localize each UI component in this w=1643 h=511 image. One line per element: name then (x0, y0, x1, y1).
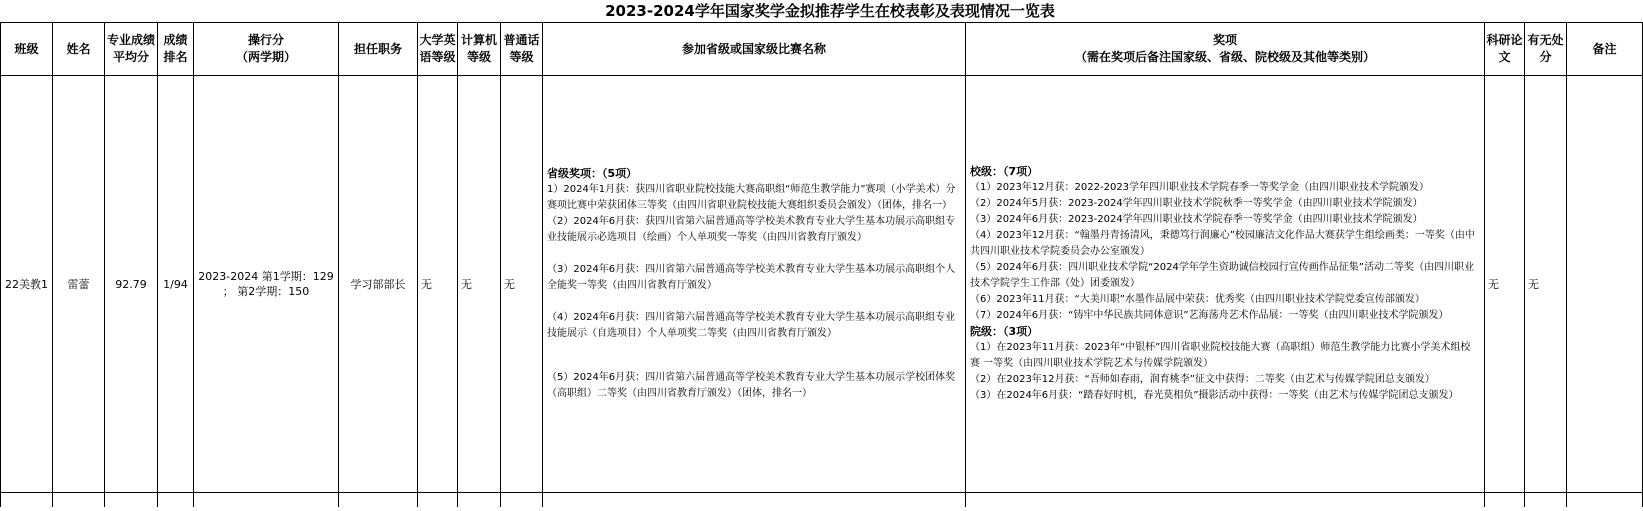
cell-punishment[interactable]: 无 (1525, 76, 1567, 493)
table-row (1, 76, 1643, 493)
award-item: （7）2024年6月获：“铸牢中华民族共同体意识”艺海荡舟艺术作品展：一等奖（由四川职业技术学院颁发） (970, 310, 1449, 321)
header-awards-line1: 奖项 (1212, 33, 1237, 47)
cell-name[interactable]: 雷蕾 (53, 76, 105, 493)
competition-item: 1）2024年1月获：获四川省职业院校技能大赛高职组“师范生教学能力”赛项（小学美术）分赛项比赛中荣获团体三等奖（由四川省职业院校技能大赛组织委员会颁发）（团体，排名一） (547, 184, 956, 211)
cell-papers[interactable]: 无 (1485, 76, 1525, 493)
cell-rank[interactable]: 1/94 (158, 76, 194, 493)
header-awards[interactable] (966, 23, 1485, 76)
empty-cell[interactable] (339, 493, 418, 507)
spacer (547, 246, 961, 262)
competition-item: （5）2024年6月获：四川省第六届普通高等学校美术教育专业大学生基本功展示学校团体奖（高职组）二等奖（由四川省教育厅颁发）（团体，排名一） (547, 372, 956, 399)
award-item: （3）2024年6月获：2023-2024学年四川职业技术学院春季一等奖学金（由四川职业技术学院颁发） (970, 214, 1423, 225)
award-item: （5）2024年6月获：四川职业技术学院“2024学年学生资助诚信校园行宣传画作品征集”活动二等奖（由四川职业技术学院学生工作部（处）团委颁发） (970, 262, 1474, 289)
award-item: （6）2023年11月获：“大美川职”水墨作品展中荣获：优秀奖（由四川职业技术学院党委宣传部颁发） (970, 294, 1425, 305)
header-papers[interactable]: 科研论文 (1485, 23, 1525, 76)
cell-remarks[interactable] (1567, 76, 1643, 493)
empty-cell[interactable] (194, 493, 339, 507)
header-conduct[interactable] (194, 23, 339, 76)
awards-school-heading: 校级：（7项） (970, 165, 1039, 178)
award-item: （1）2023年12月获：2022-2023学年四川职业技术学院春季一等奖学金（由四川职业技术学院颁发） (970, 182, 1430, 193)
cell-conduct-line1: 2023-2024 第1学期：129 (198, 270, 334, 283)
empty-cell[interactable] (1567, 493, 1643, 507)
cell-class[interactable]: 22美教1 (1, 76, 53, 493)
empty-cell[interactable] (458, 493, 501, 507)
header-name[interactable]: 姓名 (53, 23, 105, 76)
competitions-heading: 省级奖项：（5项） (547, 167, 638, 180)
empty-cell[interactable] (501, 493, 543, 507)
empty-cell[interactable] (966, 493, 1485, 507)
header-position[interactable]: 担任职务 (339, 23, 418, 76)
awards-college-heading: 院级：（3项） (970, 325, 1039, 338)
empty-cell[interactable] (105, 493, 158, 507)
cell-computer[interactable]: 无 (458, 76, 501, 493)
header-cet[interactable]: 大学英语等级 (418, 23, 458, 76)
header-remarks[interactable]: 备注 (1567, 23, 1643, 76)
empty-row (1, 493, 1643, 507)
header-competitions[interactable]: 参加省级或国家级比赛名称 (543, 23, 966, 76)
header-rank[interactable]: 成绩排名 (158, 23, 194, 76)
cell-awards[interactable] (966, 76, 1485, 493)
award-item: （4）2023年12月获：“翰墨丹青扬清风，秉德笃行润廉心”校园廉洁文化作品大赛获学生组绘画类：一等奖（由中共四川职业技术学院委员会办公室颁发） (970, 230, 1475, 257)
header-class[interactable]: 班级 (1, 23, 53, 76)
header-conduct-line2: （两学期） (235, 50, 296, 64)
award-item: （1）在2023年11月获：2023年“中银杯”四川省职业院校技能大赛（高职组）师范生教学能力比赛小学美术组校赛 一等奖（由四川职业技术学院艺术与传媒学院颁发） (970, 342, 1471, 369)
table-title: 2023-2024学年国家奖学金拟推荐学生在校表彰及表现情况一览表 (605, 2, 1055, 20)
header-punishment[interactable]: 有无处分 (1525, 23, 1567, 76)
competition-item: （2）2024年6月获：获四川省第六届普通高等学校美术教育专业大学生基本功展示高职组专业技能展示必选项目（绘画）个人单项奖一等奖（由四川省教育厅颁发） (547, 216, 956, 243)
header-row (1, 23, 1643, 76)
empty-cell[interactable] (1485, 493, 1525, 507)
header-gpa[interactable]: 专业成绩平均分 (105, 23, 158, 76)
cell-conduct[interactable] (194, 76, 339, 493)
header-conduct-line1: 操行分 (247, 33, 284, 47)
cell-mandarin[interactable]: 无 (501, 76, 543, 493)
competition-item: （4）2024年6月获：四川省第六届普通高等学校美术教育专业大学生基本功展示高职组专业技能展示（自选项目）个人单项奖二等奖（由四川省教育厅颁发） (547, 312, 956, 339)
empty-cell[interactable] (53, 493, 105, 507)
award-item: （3）在2024年6月获：“踏春好时机，春光莫相负”摄影活动中获得：一等奖（由艺术与传媒学院团总支颁发） (970, 390, 1459, 401)
header-mandarin[interactable]: 普通话等级 (501, 23, 543, 76)
cell-cet[interactable]: 无 (418, 76, 458, 493)
spacer (547, 294, 961, 310)
award-item: （2）2024年5月获：2023-2024学年四川职业技术学院秋季一等奖学金（由四川职业技术学院颁发） (970, 198, 1423, 209)
scholarship-table (0, 22, 1643, 507)
empty-cell[interactable] (1, 493, 53, 507)
cell-position[interactable]: 学习部部长 (339, 76, 418, 493)
cell-conduct-line2: ； 第2学期：150 (222, 285, 310, 298)
cell-gpa[interactable]: 92.79 (105, 76, 158, 493)
empty-cell[interactable] (418, 493, 458, 507)
spacer (547, 342, 961, 370)
empty-cell[interactable] (1525, 493, 1567, 507)
cell-competitions[interactable] (543, 76, 966, 493)
header-computer[interactable]: 计算机等级 (458, 23, 501, 76)
competition-item: （3）2024年6月获：四川省第六届普通高等学校美术教育专业大学生基本功展示高职组个人全能奖一等奖（由四川省教育厅颁发） (547, 264, 956, 291)
empty-cell[interactable] (543, 493, 966, 507)
header-awards-line2: （需在奖项后备注国家级、省级、院校级及其他等类别） (1074, 50, 1375, 64)
award-item: （2）在2023年12月获：“吾师如春雨，润育桃李”征文中获得：二等奖（由艺术与传媒学院团总支颁发） (970, 374, 1435, 385)
empty-cell[interactable] (158, 493, 194, 507)
